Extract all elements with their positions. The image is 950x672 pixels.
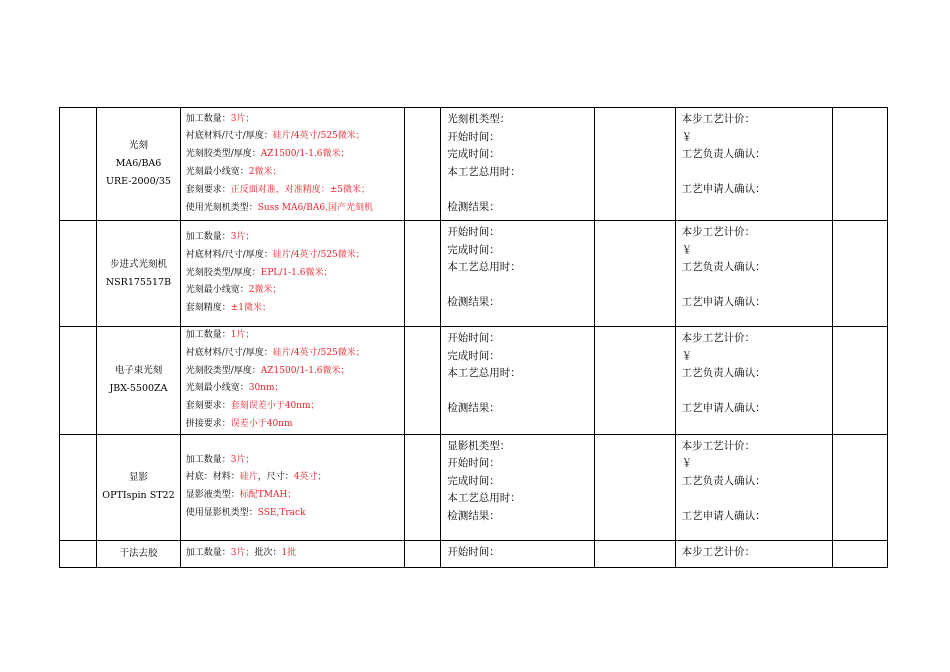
blank-cell [832, 434, 887, 540]
blank-cell [595, 434, 675, 540]
blank-cell [405, 434, 441, 540]
requirement-line [186, 363, 404, 381]
blank-cell [60, 327, 97, 435]
requirement-line [186, 229, 404, 247]
approval-line: ￥ [681, 457, 693, 470]
blank-cell [832, 221, 887, 327]
requirement-label: 光刻胶类型/厚度： [185, 267, 261, 278]
requirement-value: 4英寸； [293, 472, 327, 483]
requirement-label: 加工数量： [185, 330, 231, 340]
requirement-label: 加工数量： [185, 113, 231, 124]
requirement-value: Suss MA6/BA6,国产光刻机 [257, 202, 373, 213]
requirement-label: 套刻要求： [185, 184, 231, 195]
record-cell [441, 221, 595, 327]
requirement-line [186, 416, 404, 434]
requirement-label: 加工数量： [185, 547, 231, 558]
requirements-cell [180, 108, 404, 221]
blank-cell [832, 540, 887, 567]
approval-line: ￥ [681, 349, 693, 362]
process-name-line: 光刻 [128, 140, 148, 151]
requirement-label: 加工数量： [185, 454, 231, 465]
record-line: 开始时间： [447, 332, 500, 344]
requirement-value: 2微米； [248, 167, 282, 177]
record-line: 本工艺总用时： [447, 367, 521, 379]
requirement-value: 标配TMAH； [239, 490, 297, 501]
record-line: 完成时间： [447, 148, 500, 160]
record-line: 检测结果： [447, 509, 500, 522]
blank-cell [405, 221, 441, 327]
table-row [60, 108, 888, 221]
requirement-value: SSE,Track [257, 508, 306, 519]
process-name-line: JBX-5500ZA [109, 383, 168, 395]
requirement-label: 光刻胶类型/厚度： [185, 149, 261, 160]
record-line: 检测结果： [447, 200, 500, 213]
requirement-label: 显影液类型： [185, 490, 240, 501]
blank-cell [405, 108, 441, 221]
approval-line: ￥ [681, 130, 693, 143]
requirement-line [186, 398, 404, 416]
approval-cell [675, 327, 832, 435]
requirement-label: 光刻最小线宽： [185, 383, 249, 394]
process-name-line: 显影 [128, 472, 148, 484]
approval-line: ￥ [681, 243, 693, 256]
approval-cell [675, 540, 832, 567]
table-row [60, 327, 888, 435]
blank-cell [60, 540, 97, 567]
record-cell [441, 327, 595, 435]
requirement-label: 材料： [212, 472, 240, 483]
process-name-line: 干法去胶 [119, 547, 158, 559]
blank-cell [595, 108, 675, 221]
approval-line: 工艺申请人确认： [681, 296, 766, 308]
approval-blank-line [682, 490, 832, 508]
requirement-line [186, 545, 404, 563]
requirement-line [186, 487, 404, 505]
approval-line: 本步工艺计价： [681, 439, 756, 452]
approval-line: 本步工艺计价： [681, 545, 756, 558]
requirement-value: 2微米； [248, 285, 282, 296]
blank-cell [60, 221, 97, 327]
requirement-value: 30nm； [248, 383, 284, 394]
requirement-label: 衬底材料/尺寸/厚度： [185, 347, 273, 358]
requirement-label: 衬底： [185, 472, 213, 483]
requirement-line [186, 111, 404, 129]
requirement-label: 光刻最小线宽： [185, 285, 249, 296]
blank-cell [60, 108, 97, 221]
approval-blank-line [682, 277, 832, 295]
requirement-label: 批次： [254, 547, 282, 558]
requirement-label: 光刻最小线宽： [185, 167, 249, 177]
record-line: 光刻机类型： [447, 113, 511, 125]
record-line: 本工艺总用时： [447, 261, 521, 273]
table-row [60, 434, 888, 540]
approval-line: 工艺负责人确认： [681, 474, 766, 487]
record-line: 本工艺总用时： [447, 165, 521, 178]
approval-cell [675, 434, 832, 540]
table-row [60, 540, 888, 567]
requirement-line [186, 452, 404, 470]
requirement-value: EPL/1-1.6微米； [260, 267, 333, 278]
table-row [60, 221, 888, 327]
process-name-cell [97, 327, 181, 435]
approval-line: 工艺负责人确认： [681, 367, 766, 379]
approval-line: 工艺申请人确认： [681, 402, 766, 414]
requirement-value: AZ1500/1-1.6微米； [260, 149, 350, 160]
requirement-line [186, 380, 404, 398]
record-cell [441, 434, 595, 540]
requirement-value: 误差小于40nm [230, 418, 293, 429]
requirement-label: 光刻胶类型/厚度： [185, 365, 261, 376]
record-blank-line [447, 277, 594, 295]
record-line: 本工艺总用时： [447, 492, 521, 505]
process-name-line: 步进式光刻机 [109, 258, 167, 270]
requirement-value: 3片； [230, 454, 255, 465]
requirements-cell [180, 221, 404, 327]
approval-blank-line [682, 164, 832, 182]
requirement-label: 使用光刻机类型： [185, 202, 258, 213]
requirement-line [186, 247, 404, 265]
requirement-value: 1批 [281, 547, 297, 558]
requirement-label: 套刻要求： [185, 401, 231, 412]
requirement-line [186, 327, 404, 345]
record-line: 开始时间： [447, 457, 500, 470]
requirement-value: 正反面对准，对准精度：±5微米； [230, 184, 371, 195]
blank-cell [832, 327, 887, 435]
record-line: 开始时间： [447, 226, 500, 238]
requirement-value: 3片； [230, 113, 255, 124]
approval-line: 本步工艺计价： [681, 226, 756, 238]
requirement-label: 加工数量： [185, 232, 231, 242]
blank-cell [405, 327, 441, 435]
blank-cell [595, 221, 675, 327]
blank-cell [832, 108, 887, 221]
requirement-value: 3片； [230, 547, 255, 558]
record-line: 完成时间： [447, 349, 500, 362]
requirement-line [186, 505, 404, 523]
requirement-value: 硅片/4英寸/525微米； [272, 347, 365, 358]
blank-cell [595, 540, 675, 567]
requirement-label: 衬底材料/尺寸/厚度： [185, 131, 273, 142]
process-name-cell [97, 221, 181, 327]
approval-line: 工艺负责人确认： [681, 261, 766, 273]
record-line: 开始时间： [447, 130, 500, 143]
requirement-value: 硅片 [239, 472, 258, 483]
requirements-cell [180, 540, 404, 567]
blank-cell [405, 540, 441, 567]
approval-line: 工艺申请人确认： [681, 509, 766, 522]
requirements-cell [180, 327, 404, 435]
requirement-line [186, 469, 404, 487]
approval-line: 本步工艺计价： [681, 332, 756, 344]
requirement-value: 硅片/4英寸/525微米； [272, 131, 365, 142]
process-name-line: URE-2000/35 [105, 176, 171, 187]
requirement-line [186, 282, 404, 300]
approval-blank-line [682, 383, 832, 401]
requirement-line [186, 182, 404, 200]
approval-cell [675, 108, 832, 221]
process-name-line: NSR175517B [105, 276, 172, 288]
requirement-line [186, 128, 404, 146]
approval-line: 工艺申请人确认： [681, 183, 766, 195]
requirement-label: 衬底材料/尺寸/厚度： [185, 249, 273, 260]
requirement-value: 套刻误差小于40nm； [230, 401, 320, 412]
requirement-value: ±1微米； [230, 303, 272, 314]
record-cell [441, 540, 595, 567]
approval-line: 工艺负责人确认： [681, 148, 766, 160]
blank-cell [60, 434, 97, 540]
process-name-cell [97, 434, 181, 540]
record-line: 检测结果： [447, 402, 500, 414]
record-blank-line [447, 383, 594, 401]
requirement-line [186, 345, 404, 363]
record-blank-line [447, 181, 594, 199]
requirement-value: AZ1500/1-1.6微米； [260, 365, 350, 376]
requirement-line [186, 146, 404, 164]
process-name-cell [97, 540, 181, 567]
requirement-label: 拼接要求： [185, 418, 231, 429]
record-line: 显影机类型： [447, 439, 511, 452]
process-name-line: OPTIspin ST22 [102, 490, 175, 502]
process-name-cell [97, 108, 181, 221]
approval-line: 本步工艺计价： [681, 113, 756, 125]
requirement-label: 套刻精度： [185, 303, 231, 314]
process-table [59, 107, 888, 568]
requirement-label: ，尺寸： [257, 472, 294, 483]
requirement-line [186, 200, 404, 218]
record-line: 检测结果： [447, 296, 500, 308]
process-name-line: MA6/BA6 [115, 158, 162, 169]
approval-cell [675, 221, 832, 327]
process-name-line: 电子束光刻 [114, 365, 163, 377]
record-line: 完成时间： [447, 243, 500, 256]
requirement-value: 3片； [230, 232, 255, 242]
blank-cell [595, 327, 675, 435]
requirement-line [186, 164, 404, 182]
requirement-label: 使用显影机类型： [185, 508, 258, 519]
record-line: 开始时间： [447, 545, 500, 558]
requirements-cell [180, 434, 404, 540]
record-cell [441, 108, 595, 221]
requirement-value: 硅片/4英寸/525微米； [272, 249, 365, 260]
requirement-value: 1片； [230, 330, 255, 340]
requirement-line [186, 300, 404, 318]
requirement-line [186, 265, 404, 283]
record-line: 完成时间： [447, 474, 500, 487]
